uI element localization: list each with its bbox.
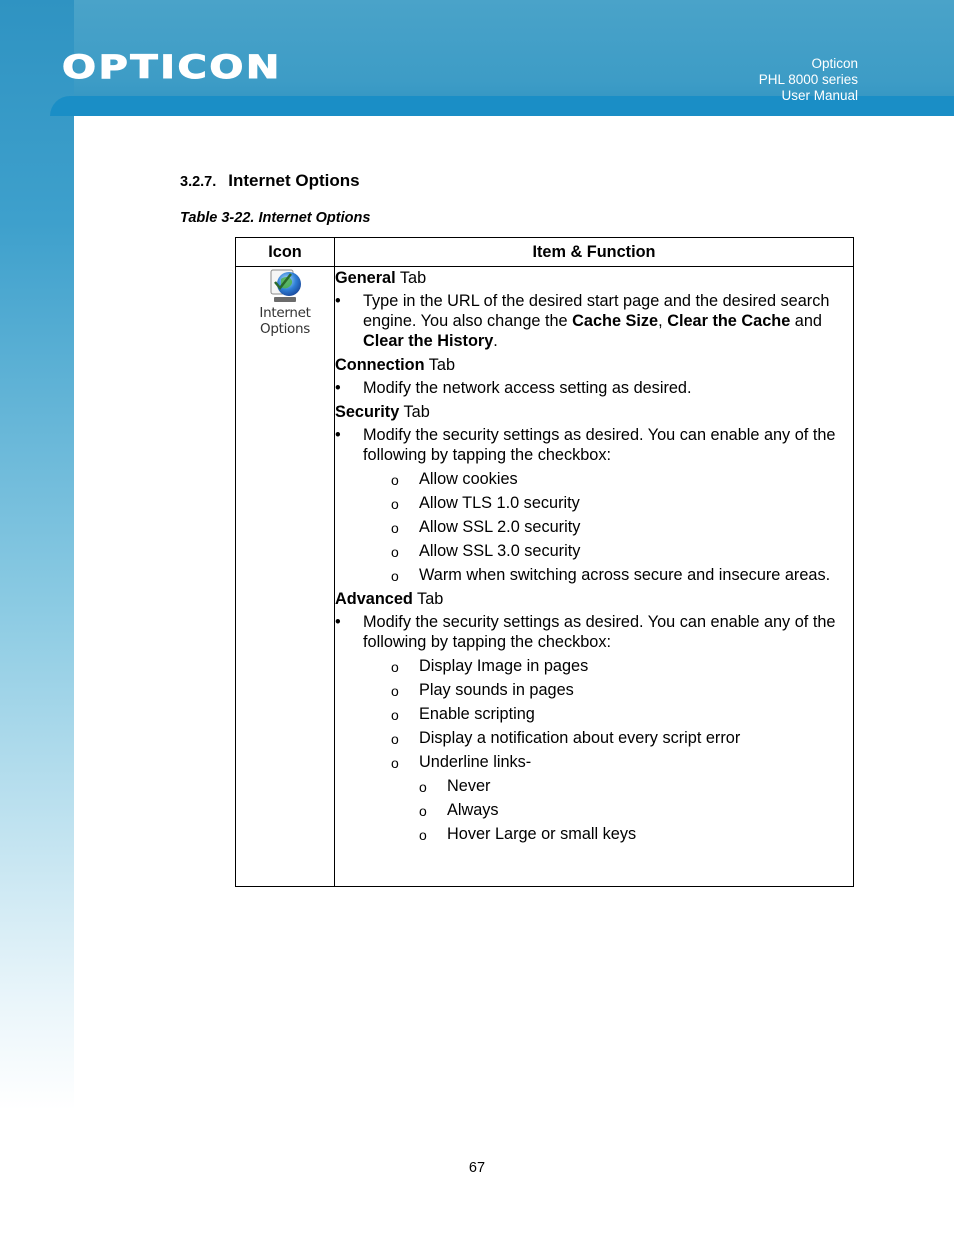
item-function-cell: [335, 267, 854, 887]
general-sep-1: ,: [658, 312, 668, 330]
security-tab-name: Security: [335, 403, 400, 421]
list-item-nested: o Never: [335, 776, 853, 796]
general-end: .: [493, 332, 498, 350]
general-tab-suffix: Tab: [395, 269, 427, 287]
list-item: o Enable scripting: [335, 704, 853, 724]
icon-cell: [236, 267, 335, 887]
icon-label-line-2: Options: [260, 321, 310, 337]
document-meta: [759, 56, 858, 104]
list-item: o Display a notification about every script error: [335, 728, 853, 748]
connection-tab-bullet: • Modify the network access setting as desired.: [335, 378, 853, 398]
column-header-item-function: Item & Function: [335, 238, 854, 267]
table-row: [236, 267, 854, 887]
connection-tab-suffix: Tab: [424, 356, 456, 374]
table-header-row: [236, 238, 854, 267]
clear-cache-term: Clear the Cache: [667, 312, 791, 330]
internet-options-icon: [265, 267, 305, 305]
list-item: o Display Image in pages: [335, 656, 853, 676]
list-item: o Allow TLS 1.0 security: [335, 493, 853, 513]
list-item: o Underline links-: [335, 752, 853, 772]
cache-size-term: Cache Size: [572, 312, 659, 330]
advanced-tab-heading: [335, 589, 853, 609]
security-tab-heading: [335, 402, 853, 422]
company-name: Opticon: [811, 56, 858, 71]
list-item-nested: o Always: [335, 800, 853, 820]
general-sep-2: and: [790, 312, 822, 330]
list-item: o Allow cookies: [335, 469, 853, 489]
table-caption: Table 3-22. Internet Options: [180, 210, 371, 226]
security-tab-bullet: • Modify the security settings as desired. You can enable any of the following by tapping the checkbox:: [335, 425, 853, 465]
general-tab-bullet: [335, 291, 853, 351]
document-type: User Manual: [781, 88, 858, 103]
list-item: o Allow SSL 2.0 security: [335, 517, 853, 537]
list-item: o Warm when switching across secure and insecure areas.: [335, 565, 853, 585]
section-heading: [180, 171, 360, 191]
list-item-nested: o Hover Large or small keys: [335, 824, 853, 844]
product-series: PHL 8000 series: [758, 72, 858, 87]
advanced-tab-suffix: Tab: [412, 590, 444, 608]
list-item: o Play sounds in pages: [335, 680, 853, 700]
advanced-tab-bullet: • Modify the security settings as desired. You can enable any of the following by tapping the checkbox:: [335, 612, 853, 652]
icon-label-line-1: Internet: [259, 305, 311, 321]
general-text: Type in the URL of the desired start page and the desired search engine. You also change the: [363, 292, 830, 330]
section-title: Internet Options: [228, 171, 360, 190]
clear-history-term: Clear the History: [363, 332, 494, 350]
connection-tab-heading: [335, 355, 853, 375]
left-band: [0, 0, 74, 1110]
internet-options-table: [235, 237, 854, 887]
general-tab-heading: [335, 268, 853, 288]
icon-label: [236, 305, 334, 337]
page-number: 67: [468, 1160, 486, 1176]
list-item: o Allow SSL 3.0 security: [335, 541, 853, 561]
section-number: 3.2.7.: [180, 174, 217, 190]
general-tab-name: General: [335, 269, 396, 287]
opticon-logo: OPTICON: [62, 48, 282, 86]
security-tab-suffix: Tab: [399, 403, 430, 421]
advanced-tab-name: Advanced: [335, 590, 413, 608]
connection-tab-name: Connection: [335, 356, 425, 374]
column-header-icon: Icon: [236, 238, 335, 267]
